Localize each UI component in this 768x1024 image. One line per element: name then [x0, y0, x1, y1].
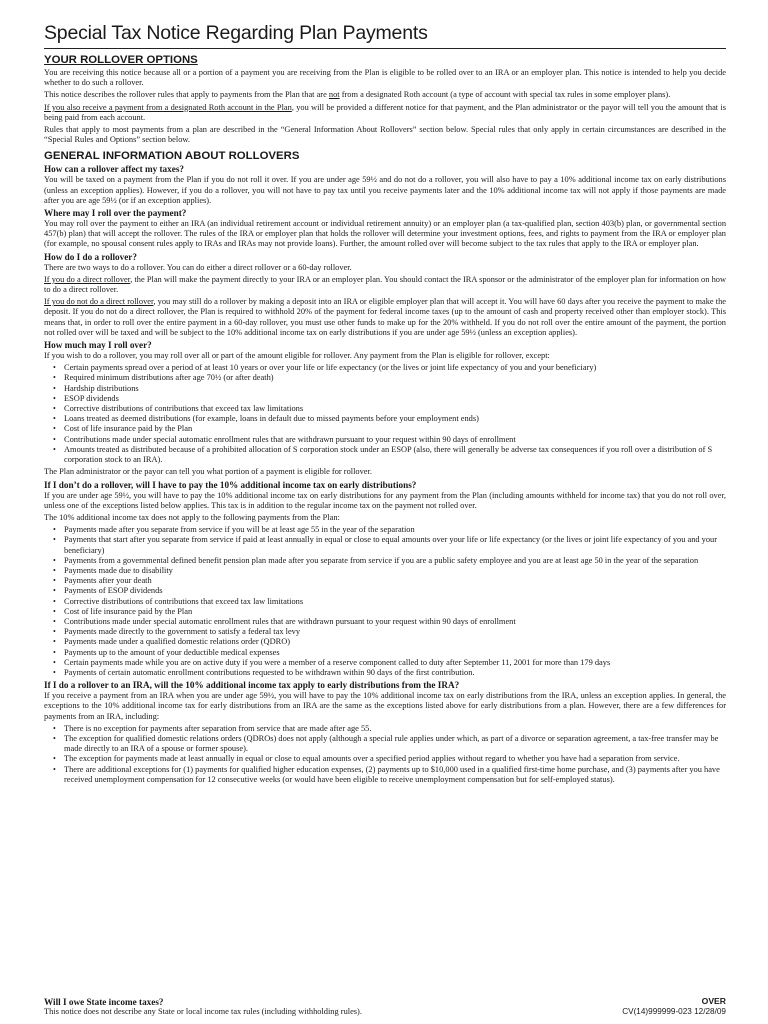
list-item: • Payments of ESOP dividends: [53, 586, 163, 596]
list-item: • Contributions made under special automatic enrollment rules that are withdrawn pursuant to your request within 90 days of enrollment: [53, 616, 516, 626]
list-item: • Amounts treated as distributed because of a prohibited allocation of S corporation stock under an ESOP (also, there will generally be adverse tax consequences if you roll over a distribution of S corporation stock to an IRA).: [53, 444, 713, 465]
question-heading: How can a rollover affect my taxes?: [44, 164, 184, 175]
page-title: Special Tax Notice Regarding Plan Payments: [44, 22, 726, 49]
paragraph: [44, 90, 726, 100]
underlined-text: not: [328, 90, 340, 100]
list-item: • Payments made after you separate from service if you will be at least age 55 in the year of the separation: [53, 525, 415, 535]
over-label: OVER: [701, 996, 726, 1006]
list-item: • Payments after your death: [53, 576, 152, 586]
paragraph: You may roll over the payment to either an IRA (an individual retirement account or individual retirement annuity) or an employer plan (a tax-qualified plan, section 403(b) plan, or governmental section 457(b) plan) that will accept the rollover. The rules of the IRA or employer plan that holds the rollover will determine your investment options, fees, and rights to payment from the IRA or employer plan (for example, no spousal consent rules apply to IRAs and IRAs may not provide loans). Further, the amount rolled over will become subject to the tax rules that apply to the IRA or employer plan.: [44, 219, 726, 249]
list-item: • Loans treated as deemed distributions (for example, loans in default due to missed payments before your employment ends): [53, 414, 479, 424]
section-heading-rollover-options: YOUR ROLLOVER OPTIONS: [44, 54, 198, 66]
list-item: • Payments made under a qualified domestic relations order (QDRO): [53, 637, 291, 647]
list-item: • Corrective distributions of contributions that exceed tax law limitations: [53, 404, 304, 414]
paragraph: If you are under age 59½, you will have to pay the 10% additional income tax on early distributions for any payment from the Plan (including amounts withheld for income tax) that you do not roll over, unless one of the exceptions listed below applies. This tax is in addition to the regular income tax on the payment not rolled over.: [44, 490, 726, 510]
paragraph: If you wish to do a rollover, you may roll over all or part of the amount eligible for rollover. Any payment from the Plan is eligible for rollover, except:: [44, 351, 550, 361]
text: from a designated Roth account (a type of account with special tax rules in some employer plans).: [339, 90, 671, 100]
list-item: • The exception for payments made at least annually in equal or close to equal amounts over a specified period applies without regard to whether you have had a separation from service.: [53, 754, 680, 764]
list-item: • Payments made due to disability: [53, 565, 173, 575]
list-item: • The exception for qualified domestic relations orders (QDROs) does not apply (although a special rule applies under which, as part of a divorce or separation agreement, a tax-free transfer may be made directly to an IRA of a spouse or former spouse).: [53, 733, 719, 754]
paragraph: [44, 275, 726, 295]
list-item: • Payments from a governmental defined benefit pension plan made after you separate from service if you are a public safety employee and you are at least age 50 in the year of the separation: [53, 555, 699, 565]
question-heading: If I don’t do a rollover, will I have to pay the 10% additional income tax on early distributions?: [44, 479, 417, 490]
paragraph: Rules that apply to most payments from a plan are described in the “General Information About Rollovers” section below. Special rules that only apply in certain circumstances are described in the “Special Rules and Options” section below.: [44, 125, 726, 145]
list-item: • Certain payments spread over a period of at least 10 years or over your life or life expectancy (or the lives or joint life expectancy of you and your beneficiary): [53, 363, 597, 373]
text: , you will be provided a different notice for that payment, and the Plan administrator or the payor will tell you the amount that is being paid from each account.: [44, 102, 726, 122]
paragraph: If you receive a payment from an IRA when you are under age 59½, you will have to pay the 10% additional income tax on early distributions from the IRA, unless an exception applies. In general, the exceptions to the 10% additional income tax for early distributions from an IRA are the same as the exceptions listed above for early distributions from a plan. However, there are a few differences for payments from an IRA, including:: [44, 691, 726, 721]
paragraph: [44, 297, 726, 338]
list-item: • Contributions made under special automatic enrollment rules that are withdrawn pursuant to your request within 90 days of enrollment: [53, 434, 516, 444]
list-item: • Payments made directly to the government to satisfy a federal tax levy: [53, 627, 301, 637]
list-item: • Cost of life insurance paid by the Plan: [53, 606, 193, 616]
form-code: CV(14)999999-023 12/28/09: [622, 1007, 726, 1016]
question-heading: How do I do a rollover?: [44, 251, 137, 262]
list-item: • There are additional exceptions for (1) payments for qualified higher education expenses, (2) payments up to $10,000 used in a qualified first-time home purchase, and (3) payments after you have received unemployment compensation for 12 consecutive weeks (or would have been eligible to receive unemployment compensation but for self-employed status).: [53, 764, 720, 784]
paragraph: You will be taxed on a payment from the Plan if you do not roll it over. If you are under age 59½ and do not do a rollover, you will also have to pay a 10% additional income tax on early distributions (unless an exception applies). However, if you do a rollover, you will not have to pay tax until you receive payments later and the 10% additional income tax will not apply if those payments are made after you are age 59½ (or if an exception applies).: [44, 175, 726, 205]
bullet-list: [44, 724, 726, 785]
list-item: • Cost of life insurance paid by the Plan: [53, 424, 193, 434]
list-item: • Hardship distributions: [53, 383, 139, 393]
paragraph: This notice does not describe any State or local income tax rules (including withholding rules).: [44, 1007, 362, 1016]
list-item: • There is no exception for payments after separation from service that are made after age 55.: [53, 723, 372, 733]
paragraph: There are two ways to do a rollover. You can do either a direct rollover or a 60-day rollover.: [44, 262, 352, 272]
paragraph: The 10% additional income tax does not apply to the following payments from the Plan:: [44, 512, 340, 522]
document-page: [44, 22, 726, 787]
list-item: • Certain payments made while you are on active duty if you were a member of a reserve component called to duty after September 11, 2001 for more than 179 days: [53, 657, 611, 667]
question-heading: If I do a rollover to an IRA, will the 10% additional income tax apply to early distributions from the IRA?: [44, 680, 460, 691]
text: , the Plan will make the payment directly to your IRA or an employer plan. You should contact the IRA sponsor or the administrator of the employer plan for information on how to do a direct rollover.: [44, 274, 726, 295]
bullet-list: [44, 525, 726, 678]
underlined-text: If you do not do a direct rollover: [44, 297, 154, 307]
paragraph: [44, 103, 726, 123]
section-heading-general-information: GENERAL INFORMATION ABOUT ROLLOVERS: [44, 150, 300, 163]
paragraph: The Plan administrator or the payor can tell you what portion of a payment is eligible for rollover.: [44, 467, 372, 477]
text: , you may still do a rollover by making a deposit into an IRA or eligible employer plan that will accept it. You will have 60 days after you receive the payment to make the deposit. If you do not do a direct rollover, the Plan is required to withhold 20% of the payment for federal income taxes (up to the amount of cash and property received other than employer stock). This means that, in order to roll over the entire payment in a 60-day rollover, you must use other funds to make up for the 20% withheld. If you do not roll over the entire amount of the payment, the portion not rolled over will be taxed and will be subject to the 10% additional income tax on early distributions if you are under age 59½ (unless an exception applies).: [44, 297, 726, 337]
page-footer: [44, 996, 726, 1022]
text: This notice describes the rollover rules that apply to payments from the Plan that are: [44, 90, 329, 100]
list-item: • Payments that start after you separate from service if paid at least annually in equal or close to equal amounts over your life or life expectancy (or the lives or joint life expectancy of you and your beneficiary): [53, 535, 718, 555]
question-heading: Where may I roll over the payment?: [44, 208, 187, 219]
bullet-list: [44, 363, 726, 465]
question-heading: Will I owe State income taxes?: [44, 997, 164, 1007]
underlined-text: If you do a direct rollover: [44, 274, 131, 284]
list-item: • Required minimum distributions after age 70½ (or after death): [53, 373, 274, 383]
paragraph: You are receiving this notice because all or a portion of a payment you are receiving from the Plan is eligible to be rolled over to an IRA or an employer plan. This notice is intended to help you decide whether to do such a rollover.: [44, 68, 726, 88]
list-item: • Payments of certain automatic enrollment contributions requested to be withdrawn within 90 days of the first contribution.: [53, 667, 475, 677]
underlined-text: If you also receive a payment from a designated Roth account in the Plan: [44, 102, 292, 112]
list-item: • Corrective distributions of contributions that exceed tax law limitations: [53, 596, 304, 606]
question-heading: How much may I roll over?: [44, 340, 152, 351]
list-item: • ESOP dividends: [53, 393, 119, 403]
list-item: • Payments up to the amount of your deductible medical expenses: [53, 647, 280, 657]
